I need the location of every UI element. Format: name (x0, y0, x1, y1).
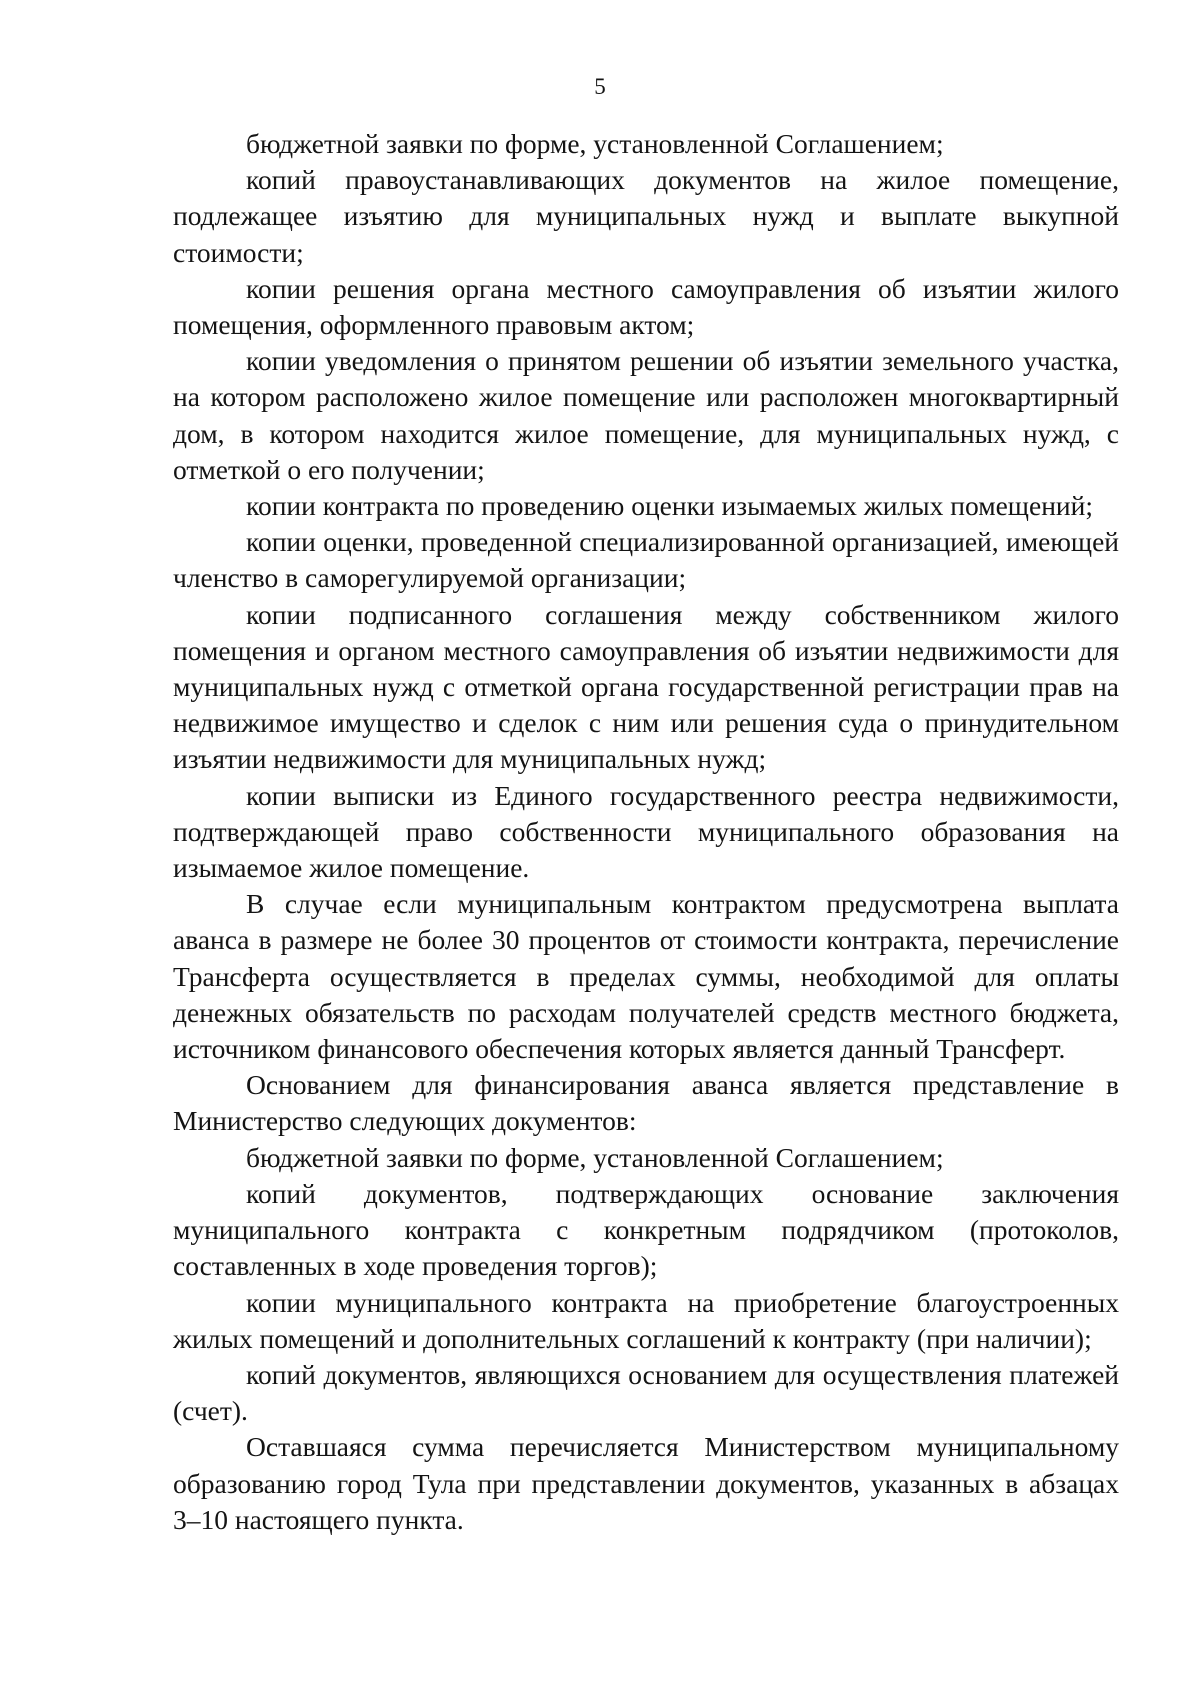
paragraph: копии выписки из Единого государственного реестра недвижимости, подтверждающей право собственности муниципального образования на изымаемое жилое помещение. (173, 779, 1119, 884)
paragraph: копии подписанного соглашения между собственником жилого помещения и органом местного самоуправления об изъятии недвижимости для муниципальных нужд с отметкой органа государственной регистрации прав на недвижимое имущество и сделок с ним или решения суда о принудительном изъятии недвижимости для муниципальных нужд; (173, 598, 1119, 775)
paragraph: бюджетной заявки по форме, установленной Соглашением; (246, 1141, 944, 1173)
body-text (173, 126, 1119, 1538)
paragraph: копий правоустанавливающих документов на жилое помещение, подлежащее изъятию для муниципальных нужд и выплате выкупной стоимости; (173, 164, 1119, 268)
paragraph: копии муниципального контракта на приобретение благоустроенных жилых помещений и дополнительных соглашений к контракту (при наличии); (173, 1286, 1119, 1354)
paragraph: копии уведомления о принятом решении об изъятии земельного участка, на котором расположено жилое помещение или расположен многоквартирный дом, в котором находится жилое помещение, для муниципальных нужд, с отметкой о его получении; (173, 345, 1119, 485)
paragraph: копии оценки, проведенной специализированной организацией, имеющей членство в саморегулируемой организации; (173, 526, 1119, 594)
page-number: 5 (594, 74, 606, 99)
paragraph: копий документов, являющихся основанием для осуществления платежей (счет). (173, 1358, 1119, 1427)
paragraph: бюджетной заявки по форме, установленной Соглашением; (246, 128, 944, 159)
paragraph: копии решения органа местного самоуправления об изъятии жилого помещения, оформленного правовым актом; (173, 272, 1119, 341)
paragraph: Оставшаяся сумма перечисляется Министерством муниципальному образованию город Тула при представлении документов, указанных в абзацах 3–10 настоящего пункта. (173, 1431, 1119, 1535)
paragraph: Основанием для финансирования аванса является представление в Министерство следующих документов: (173, 1069, 1119, 1137)
paragraph: копий документов, подтверждающих основание заключения муниципального контракта с конкретным подрядчиком (протоколов, составленных в ходе проведения торгов); (173, 1177, 1119, 1282)
paragraph: В случае если муниципальным контрактом предусмотрена выплата аванса в размере не более 30 процентов от стоимости контракта, перечисление Трансферта осуществляется в пределах суммы, необходимой для оплаты денежных обязательств по расходам получателей средств местного бюджета, источником финансового обеспечения которых является данный Трансферт. (173, 888, 1119, 1065)
paragraph: копии контракта по проведению оценки изымаемых жилых помещений; (246, 490, 1093, 522)
